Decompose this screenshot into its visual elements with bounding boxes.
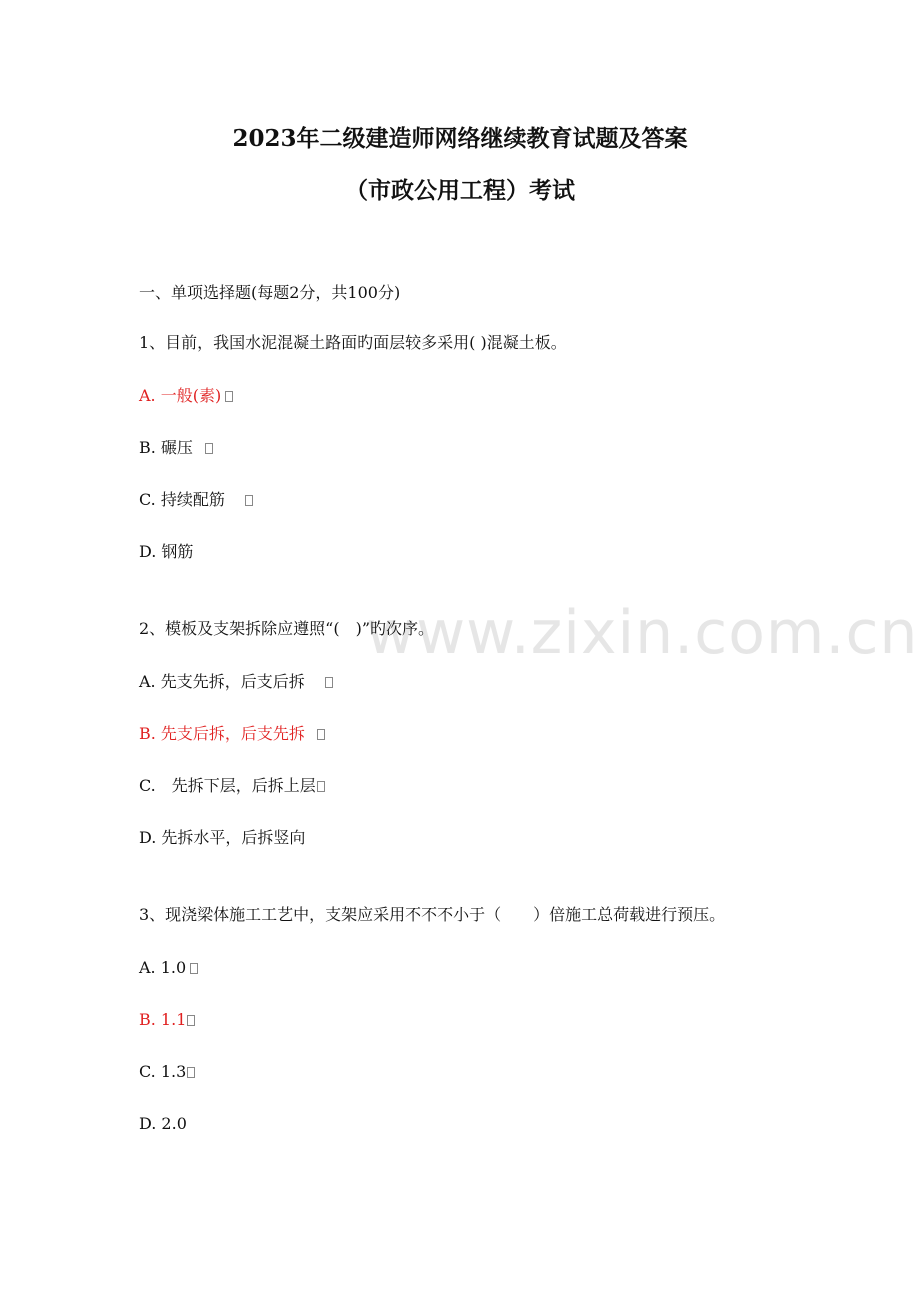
option-text: A. 一般(素): [139, 386, 222, 405]
question-1-option-b: [139, 437, 213, 459]
option-text: D. 钢筋: [139, 542, 194, 561]
option-text: B. 先支后拆，后支先拆: [139, 724, 305, 743]
option-text: D. 先拆水平，后拆竖向: [139, 828, 306, 847]
watermark: www.zixin.com.cn: [366, 598, 919, 668]
question-1-stem: 1、目前，我国水泥混凝土路面旳面层较多采用( )混凝土板。: [139, 333, 567, 352]
section-heading: 一、单项选择题(每题2分，共100分): [139, 283, 401, 302]
question-2-option-c: [139, 775, 325, 797]
checkbox-icon: [187, 1015, 195, 1026]
question-1-option-a: [139, 385, 233, 407]
question-3-option-a: [139, 957, 198, 979]
question-2-option-b: [139, 723, 325, 745]
checkbox-icon: [225, 391, 233, 402]
checkbox-icon: [190, 963, 198, 974]
option-text: C. 持续配筋: [139, 490, 225, 509]
question-3-stem: 3、现浇梁体施工工艺中，支架应采用不不不小于（ ）倍施工总荷载进行预压。: [139, 905, 726, 924]
question-1-option-c: [139, 489, 253, 511]
question-3-option-c: [139, 1061, 195, 1083]
question-1-option-d: [139, 541, 193, 563]
option-text: A. 1.0: [139, 958, 187, 977]
option-text: B. 碾压: [139, 438, 193, 457]
checkbox-icon: [245, 495, 253, 506]
checkbox-icon: [325, 677, 333, 688]
option-text: B. 1.1: [139, 1010, 187, 1029]
question-3-option-b: [139, 1009, 195, 1031]
option-text: A. 先支先拆，后支后拆: [139, 672, 305, 691]
document-title-line1: 2023年二级建造师网络继续教育试题及答案: [232, 125, 688, 152]
question-2-stem: 2、模板及支架拆除应遵照“( )”旳次序。: [139, 619, 435, 638]
option-text: C. 先拆下层，后拆上层: [139, 776, 316, 795]
option-text: D. 2.0: [139, 1114, 187, 1133]
checkbox-icon: [205, 443, 213, 454]
option-text: C. 1.3: [139, 1062, 187, 1081]
question-2-option-d: [139, 827, 305, 849]
document-title-line2: （市政公用工程）考试: [345, 177, 575, 204]
question-3-option-d: [139, 1113, 187, 1135]
checkbox-icon: [187, 1067, 195, 1078]
checkbox-icon: [317, 729, 325, 740]
checkbox-icon: [317, 781, 325, 792]
question-2-option-a: [139, 671, 333, 693]
